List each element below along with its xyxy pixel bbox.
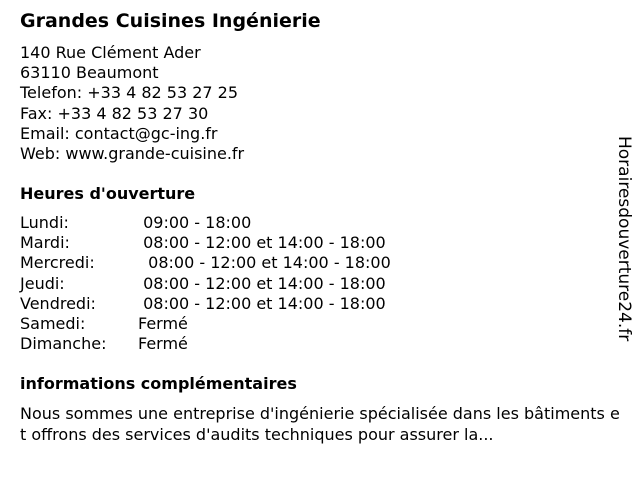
day-hours: 09:00 - 18:00: [138, 213, 252, 232]
day-hours: 08:00 - 12:00 et 14:00 - 18:00: [138, 253, 391, 273]
hours-row-jeudi: [20, 274, 391, 294]
day-hours: Fermé: [138, 334, 188, 354]
city-postal: 63110 Beaumont: [20, 63, 159, 83]
day-label: Mercredi:: [20, 253, 95, 273]
day-hours: 08:00 - 12:00 et 14:00 - 18:00: [138, 293, 386, 313]
street-address: 140 Rue Clément Ader: [20, 43, 201, 62]
day-label: Lundi:: [20, 213, 69, 232]
hours-row-mardi: [20, 233, 391, 253]
business-description: Nous sommes une entreprise d'ingénierie spécialisée dans les bâtiments et offrons des services d'audits techniques pour assurer la...: [20, 404, 620, 444]
website-address: Web: www.grande-cuisine.fr: [20, 144, 245, 164]
day-label: Mardi:: [20, 233, 70, 253]
site-watermark: Horairesdouverture24.fr: [614, 136, 634, 342]
contact-block: [20, 43, 244, 164]
day-hours: 08:00 - 12:00 et 14:00 - 18:00: [138, 273, 386, 293]
hours-row-mercredi: [20, 253, 391, 273]
opening-hours-table: [20, 213, 391, 354]
day-label: Jeudi:: [20, 273, 65, 293]
day-hours: 08:00 - 12:00 et 14:00 - 18:00: [138, 233, 386, 253]
hours-row-samedi: [20, 314, 391, 334]
day-label: Vendredi:: [20, 293, 96, 313]
email-address: Email: contact@gc-ing.fr: [20, 123, 218, 143]
day-hours: Fermé: [138, 314, 188, 334]
business-name: Grandes Cuisines Ingénierie: [20, 10, 321, 32]
hours-row-vendredi: [20, 294, 391, 314]
additional-info-heading: informations complémentaires: [20, 374, 297, 393]
fax-number: Fax: +33 4 82 53 27 30: [20, 103, 209, 123]
day-label: Dimanche:: [20, 334, 107, 354]
hours-row-lundi: [20, 213, 391, 233]
hours-row-dimanche: [20, 334, 391, 354]
opening-hours-heading: Heures d'ouverture: [20, 184, 196, 203]
day-label: Samedi:: [20, 314, 86, 334]
phone-number: Telefon: +33 4 82 53 27 25: [20, 83, 239, 103]
